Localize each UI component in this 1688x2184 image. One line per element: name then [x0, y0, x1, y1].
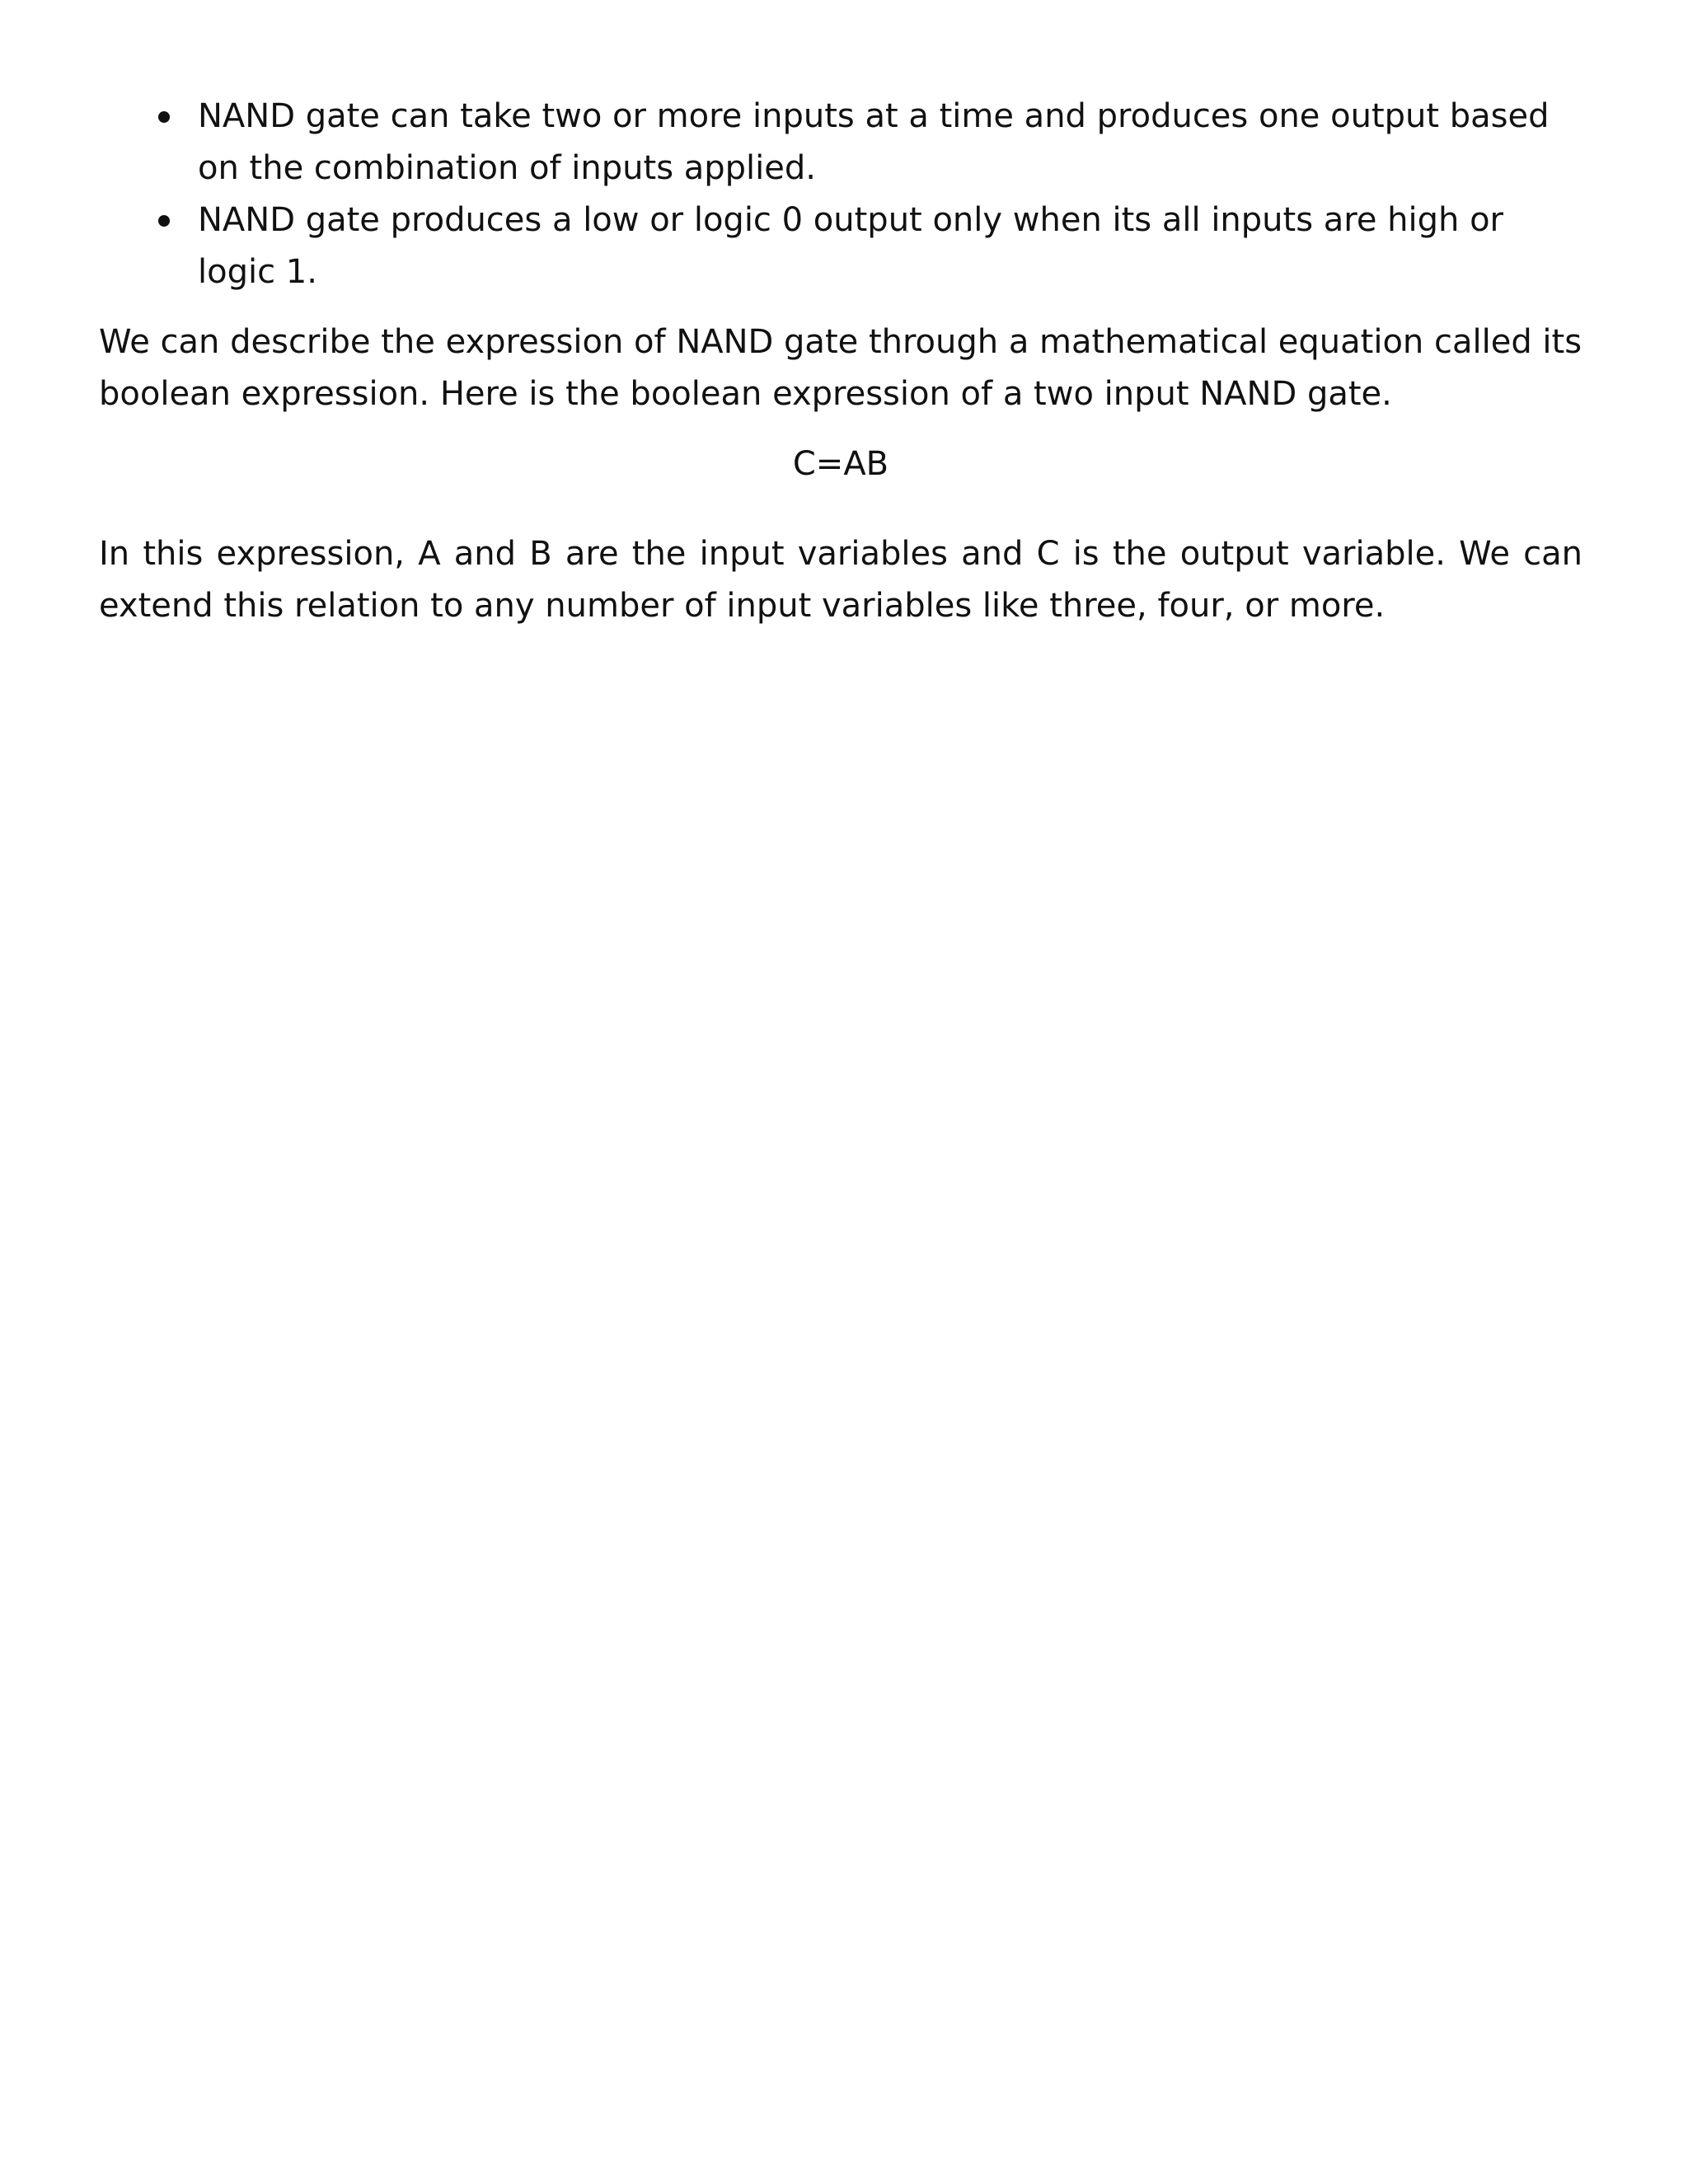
list-item	[99, 91, 1582, 194]
list-item	[99, 194, 1582, 298]
bullet-icon	[158, 215, 170, 227]
intro-paragraph: We can describe the expression of NAND gate through a mathematical equation called its boolean expression. Here is the boolean expression of a two input NAND gate.	[99, 323, 1582, 413]
explanation-paragraph: In this expression, A and B are the input variables and C is the output variable. We can extend this relation to any number of input variables like three, four, or more.	[99, 535, 1582, 625]
boolean-equation: C=AB	[792, 445, 889, 483]
bullet-list	[99, 91, 1582, 298]
document-page	[99, 91, 1582, 632]
bullet-text: NAND gate can take two or more inputs at a time and produces one output based on the combination of inputs applied.	[198, 97, 1550, 187]
bullet-text: NAND gate produces a low or logic 0 output only when its all inputs are high or logic 1.	[198, 201, 1504, 291]
bullet-icon	[158, 111, 170, 123]
